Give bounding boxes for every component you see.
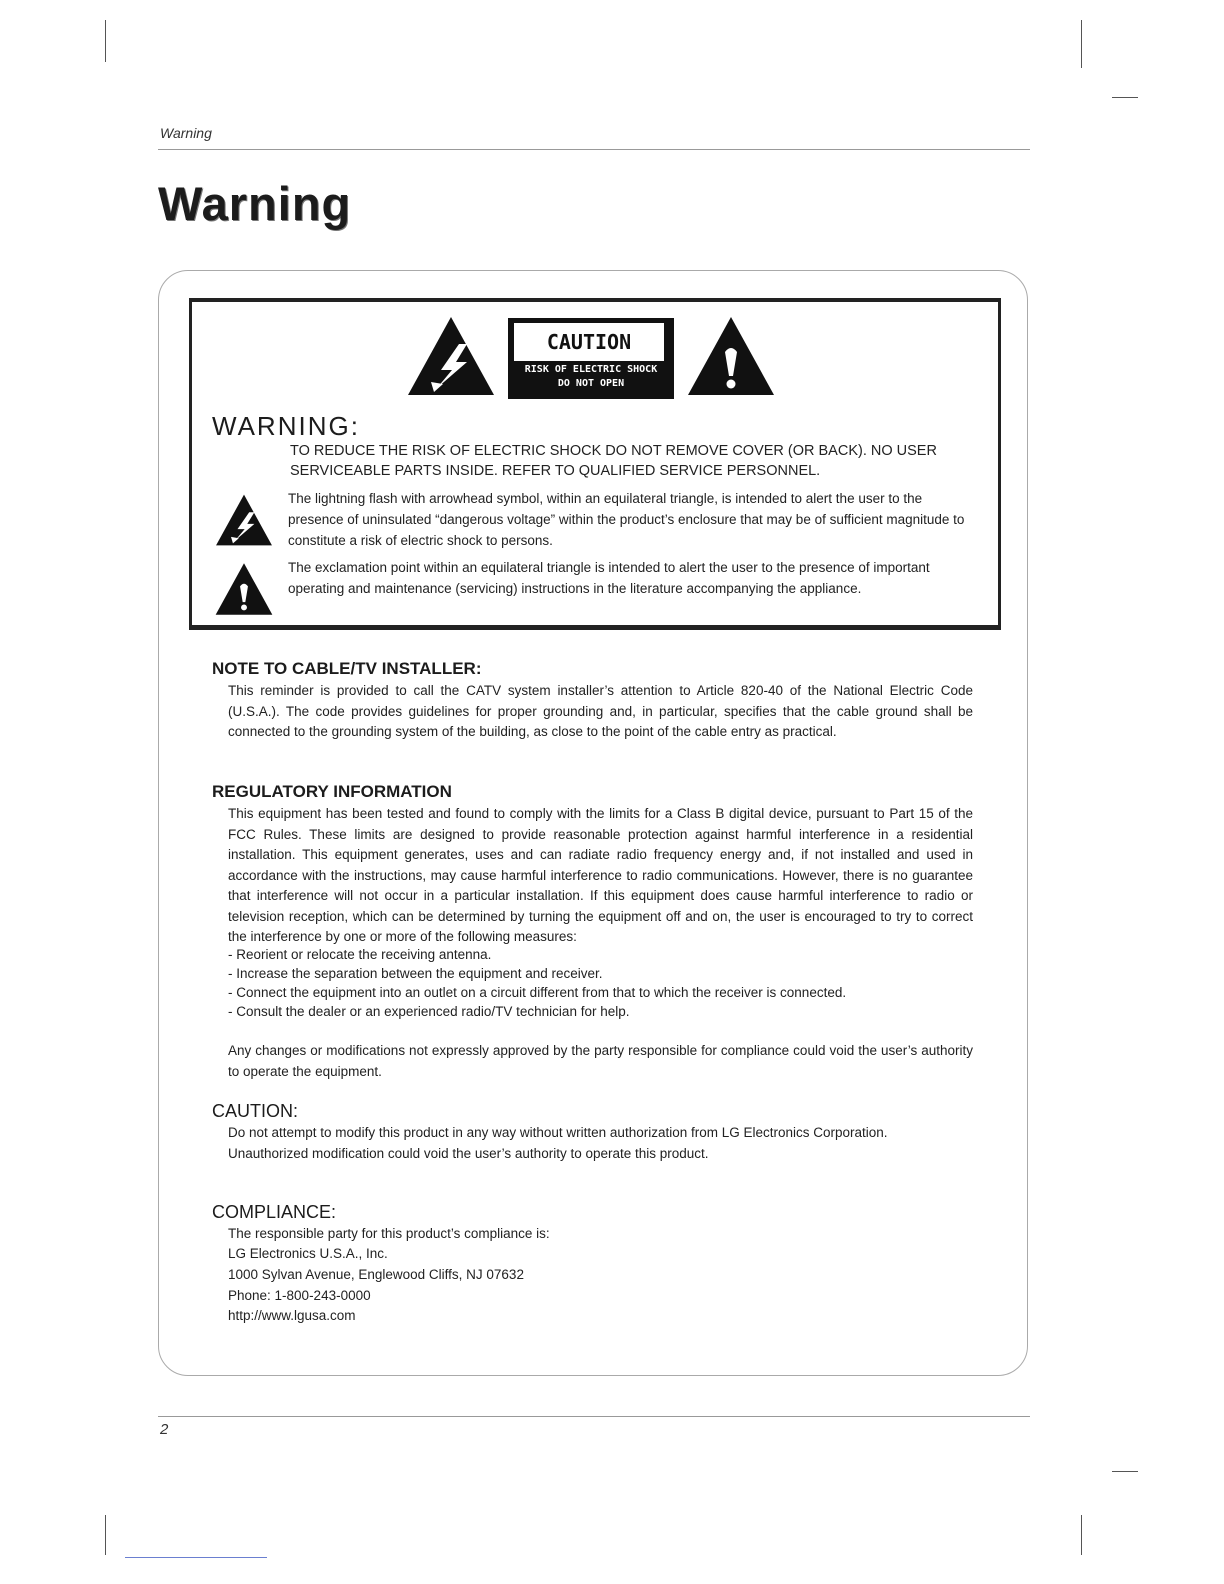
compliance-line: Phone: 1-800-243-0000	[228, 1288, 371, 1303]
regulatory-text: This equipment has been tested and found to comply with the limits for a Class B digital device, pursuant to Part 15 of the FCC Rules. These limits are designed to provide reasonable protection against harmful interference in a residential installation. This equipment generates, uses and can radiate radio frequency energy and, if not installed and used in accordance with the instructions, may cause harmful interference to radio communications. However, there is no guarantee that interference will not occur in a particular installation. If this equipment does cause harmful interference to radio or television reception, which can be determined by turning the equipment off and on, the user is encouraged to try to correct the interference by one or more of the following measures:	[228, 806, 973, 944]
warning-heading: WARNING:	[212, 411, 360, 441]
list-item: - Increase the separation between the equipment and receiver.	[228, 966, 603, 981]
running-header: Warning	[160, 125, 212, 141]
page-title: Warning	[158, 177, 352, 230]
cable-note-heading: NOTE TO CABLE/TV INSTALLER:	[212, 659, 482, 678]
modifications-text: Any changes or modifications not expressly approved by the party responsible for compliance could void the user’s authority to operate the equipment.	[228, 1043, 973, 1079]
list-item: - Connect the equipment into an outlet on a circuit different from that to which the receiver is connected.	[228, 985, 847, 1000]
crop-mark	[105, 20, 106, 62]
compliance-line: LG Electronics U.S.A., Inc.	[228, 1246, 388, 1261]
caution-title: CAUTION	[514, 323, 664, 361]
page-number: 2	[160, 1421, 169, 1438]
crop-mark	[1081, 1515, 1082, 1555]
crop-mark	[125, 1557, 267, 1558]
warning-main-text: TO REDUCE THE RISK OF ELECTRIC SHOCK DO NOT REMOVE COVER (OR BACK). NO USER SERVICEABLE PARTS INSIDE. REFER TO QUALIFIED SERVICE PERSONNEL.	[290, 443, 937, 479]
caution-line: Unauthorized modification could void the user’s authority to operate this product.	[228, 1146, 709, 1161]
caution-line-2: DO NOT OPEN	[557, 378, 625, 389]
footer-rule	[158, 1416, 1030, 1417]
exclamation-triangle-icon	[687, 316, 775, 396]
caution-line-1: RISK OF ELECTRIC SHOCK	[524, 364, 658, 375]
crop-mark	[1112, 1471, 1138, 1472]
exclamation-triangle-icon	[215, 562, 273, 616]
compliance-heading: COMPLIANCE:	[212, 1202, 337, 1222]
lightning-triangle-icon	[407, 316, 495, 396]
crop-mark	[1081, 20, 1082, 68]
header-rule	[158, 149, 1030, 150]
cable-note-text: This reminder is provided to call the CATV system installer’s attention to Article 820-40 of the National Electric Code (U.S.A.). The code provides guidelines for proper grounding and, in particular, specifies that the cable ground shall be connected to the grounding system of the building, as close to the point of the cable entry as practical.	[228, 683, 973, 739]
exclamation-symbol-text: The exclamation point within an equilateral triangle is intended to alert the user to the presence of important operating and maintenance (servicing) instructions in the literature accompanying the appliance.	[288, 560, 930, 596]
crop-mark	[1112, 97, 1138, 98]
list-item: - Consult the dealer or an experienced radio/TV technician for help.	[228, 1004, 630, 1019]
caution-label	[508, 318, 674, 399]
crop-mark	[105, 1515, 106, 1555]
list-item: - Reorient or relocate the receiving antenna.	[228, 947, 492, 962]
caution-line: Do not attempt to modify this product in any way without written authorization from LG Electronics Corporation.	[228, 1125, 888, 1140]
compliance-line: 1000 Sylvan Avenue, Englewood Cliffs, NJ 07632	[228, 1267, 524, 1282]
compliance-line: The responsible party for this product’s compliance is:	[228, 1226, 550, 1241]
regulatory-heading: REGULATORY INFORMATION	[212, 782, 452, 801]
lightning-symbol-text: The lightning flash with arrowhead symbol, within an equilateral triangle, is intended to alert the user to the presence of uninsulated “dangerous voltage” within the product’s enclosure that may be of sufficient magnitude to constitute a risk of electric shock to persons.	[288, 491, 965, 548]
compliance-url: http://www.lgusa.com	[228, 1308, 356, 1323]
lightning-triangle-icon	[215, 494, 273, 546]
caution-heading: CAUTION:	[212, 1101, 299, 1121]
